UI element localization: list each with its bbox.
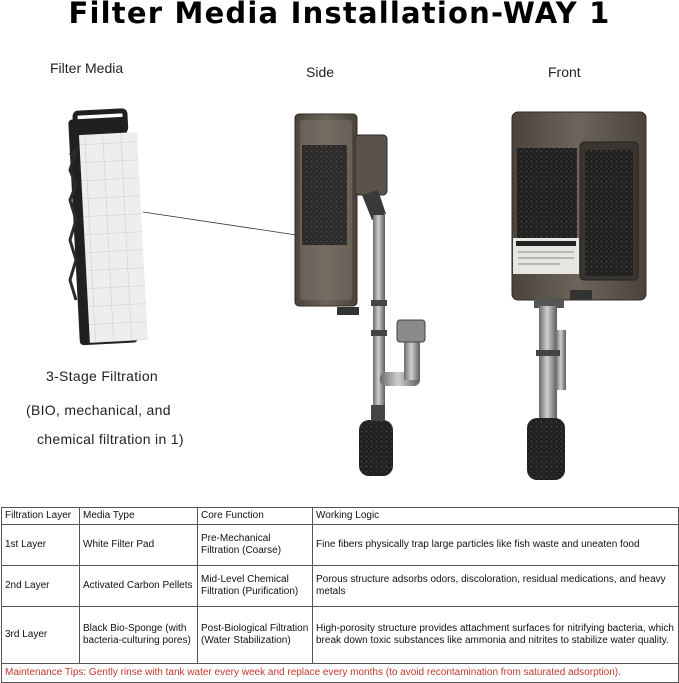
front-view-label: Front [548, 64, 581, 80]
maintenance-tips: Maintenance Tips: Gently rinse with tank water every week and replace every months (to avoid recontamination from saturated adsorption). [2, 664, 679, 683]
cell-media: Activated Carbon Pellets [80, 566, 198, 607]
caption-line-2: (BIO, mechanical, and [26, 402, 171, 418]
cell-layer: 2nd Layer [2, 566, 80, 607]
cell-function: Post-Biological Filtration (Water Stabilization) [198, 607, 313, 664]
filter-media-cartridge [68, 111, 148, 346]
table-row [2, 607, 679, 664]
maintenance-tips-row [2, 664, 679, 683]
header-filtration-layer: Filtration Layer [2, 508, 80, 525]
table-header-row [2, 508, 679, 525]
cell-logic: Fine fibers physically trap large particles like fish waste and uneaten food [313, 525, 679, 566]
cell-function: Pre-Mechanical Filtration (Coarse) [198, 525, 313, 566]
cell-layer: 3rd Layer [2, 607, 80, 664]
filtration-table [1, 507, 679, 683]
cell-layer: 1st Layer [2, 525, 80, 566]
side-view-filter [295, 114, 425, 476]
cell-media: Black Bio-Sponge (with bacteria-culturing pores) [80, 607, 198, 664]
table-row [2, 525, 679, 566]
cell-logic: Porous structure adsorbs odors, discoloration, residual medications, and heavy metals [313, 566, 679, 607]
side-view-label: Side [306, 64, 335, 80]
cell-function: Mid-Level Chemical Filtration (Purification) [198, 566, 313, 607]
filter-media-label: Filter Media [50, 60, 124, 76]
cell-media: White Filter Pad [80, 525, 198, 566]
header-core-function: Core Function [198, 508, 313, 525]
page-title: Filter Media Installation-WAY 1 [68, 0, 611, 30]
front-view-filter [512, 112, 646, 480]
header-working-logic: Working Logic [313, 508, 679, 525]
header-media-type: Media Type [80, 508, 198, 525]
caption-line-3: chemical filtration in 1) [37, 431, 184, 447]
table-row [2, 566, 679, 607]
pointer-line [143, 212, 303, 236]
cell-logic: High-porosity structure provides attachment surfaces for nitrifying bacteria, which break down toxic substances like ammonia and nitrites to stabilize water quality. [313, 607, 679, 664]
caption-line-1: 3-Stage Filtration [46, 368, 159, 384]
